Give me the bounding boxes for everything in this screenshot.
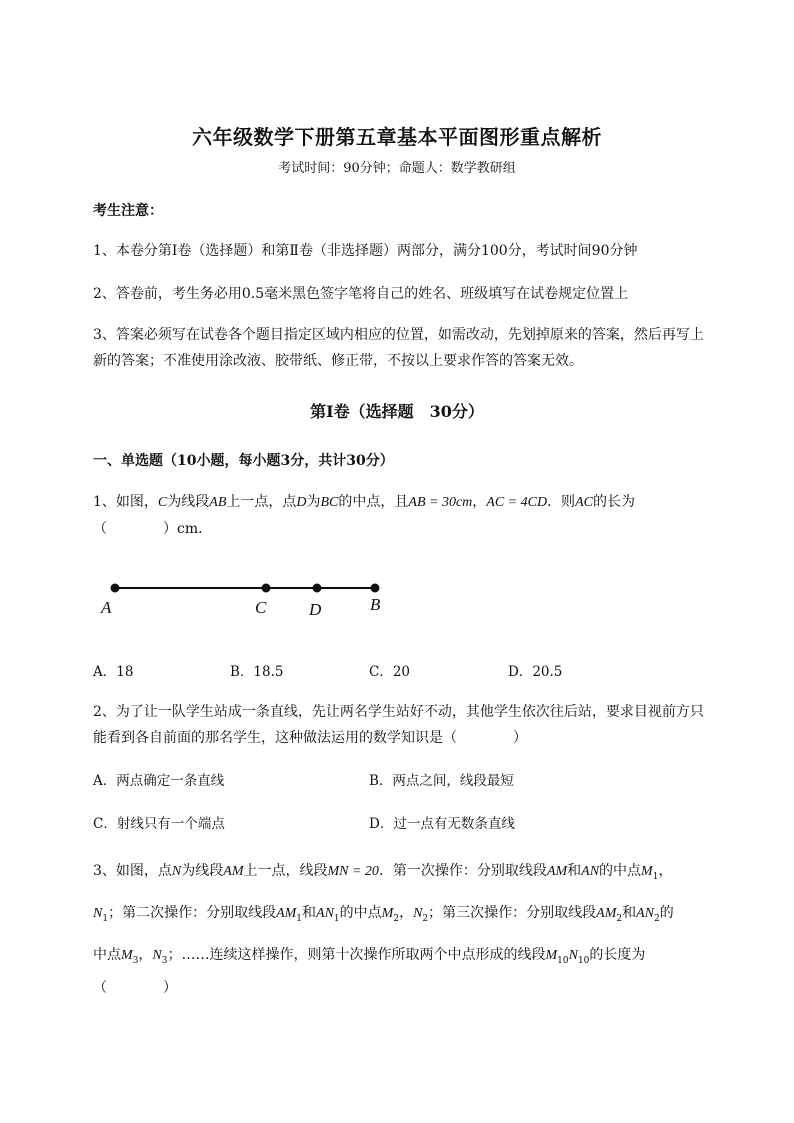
- q3-text: 和: [302, 905, 317, 921]
- question-2-text: 2、为了让一队学生站成一条直线，先让两名学生站好不动，其他学生依次往后站，要求目视前方只能看到各自前面的那名学生，这种做法运用的数学知识是（ ）: [93, 704, 704, 746]
- q3-text: ；第二次操作：分别取线段: [108, 905, 277, 921]
- q3-text: 和: [622, 905, 637, 921]
- q3-text: 上一点，线段: [243, 863, 328, 879]
- q2-option-c[interactable]: C．射线只有一个端点: [93, 816, 225, 832]
- q1-option-c[interactable]: C．20: [369, 664, 411, 680]
- q3-text: 中点: [93, 947, 121, 963]
- math-AC: AC: [575, 495, 593, 510]
- math-M: M: [545, 948, 558, 963]
- q1-text-part: 上一点，点: [226, 494, 297, 510]
- q3-text: 的中点: [339, 905, 382, 921]
- subscript: 3: [161, 955, 168, 966]
- q1-option-a[interactable]: A．18: [93, 664, 134, 680]
- subscript: 2: [393, 913, 400, 924]
- math-AN: AN: [316, 906, 334, 921]
- q3-text: ；……连续这样操作，则第十次操作所取两个中点形成的线段: [167, 947, 546, 963]
- point-c-dot: [262, 584, 271, 593]
- part-heading: 一、单选题（10小题，每小题3分，共计30分）: [93, 453, 394, 469]
- math-AM: AM: [596, 906, 617, 921]
- subscript: 1: [296, 913, 303, 924]
- math-M: M: [121, 948, 133, 963]
- q1-option-b[interactable]: B．18.5: [230, 664, 284, 680]
- q1-text-part: ．则: [547, 494, 576, 510]
- math-AM: AM: [276, 906, 297, 921]
- subscript: 10: [577, 955, 590, 966]
- question-3-line-3: [93, 942, 645, 974]
- math-D: D: [296, 495, 307, 510]
- subscript: 2: [653, 913, 660, 924]
- point-b-label: B: [370, 595, 381, 614]
- notice-heading: 考生注意：: [93, 203, 163, 219]
- q2-option-b[interactable]: B．两点之间，线段最短: [369, 773, 514, 789]
- q2-option-a[interactable]: A．两点确定一条直线: [93, 773, 225, 789]
- section-title: 第Ⅰ卷（选择题 30分）: [310, 402, 484, 421]
- math-M: M: [381, 906, 394, 921]
- math-BC: BC: [320, 495, 339, 510]
- subscript: 1: [333, 913, 340, 924]
- q1-text-part: 的中点，且: [338, 494, 409, 510]
- q3-text: 3、如图，点: [93, 863, 172, 879]
- q3-text: ；第三次操作：分别取线段: [428, 905, 597, 921]
- subscript: 2: [616, 913, 623, 924]
- subscript: 1: [102, 913, 109, 924]
- point-c-label: C: [255, 598, 267, 617]
- math-AM: AM: [546, 864, 568, 879]
- q1-text-part: 1、如图，: [93, 494, 158, 510]
- subscript: 10: [557, 955, 569, 966]
- math-MN: MN = 20: [327, 864, 379, 879]
- page-subtitle: 考试时间：90分钟；命题人：数学教研组: [278, 161, 516, 176]
- question-3-line-4: （ ）: [93, 980, 177, 996]
- q1-option-d[interactable]: D．20.5: [508, 664, 563, 680]
- q3-text: 的: [659, 905, 674, 921]
- q2-option-d[interactable]: D．过一点有无数条直线: [369, 816, 515, 832]
- question-3-line-2: [93, 900, 674, 932]
- point-d-dot: [313, 584, 322, 593]
- math-N: N: [568, 948, 578, 963]
- math-M: M: [641, 864, 653, 879]
- point-b-dot: [371, 584, 380, 593]
- math-AB: AB: [209, 495, 227, 510]
- q1-text-part: 为: [306, 494, 321, 510]
- math-AN: AN: [636, 906, 654, 921]
- subscript: 3: [132, 955, 139, 966]
- math-eq-ab: AB = 30cm: [408, 495, 473, 510]
- math-N: N: [93, 906, 103, 921]
- question-3-line-1: [93, 858, 672, 890]
- point-a-label: A: [101, 598, 112, 617]
- math-N: N: [413, 906, 423, 921]
- math-AN: AN: [581, 864, 600, 879]
- math-N: N: [171, 864, 182, 879]
- page-title: 六年级数学下册第五章基本平面图形重点解析: [192, 125, 602, 149]
- q3-text: 和: [567, 863, 582, 879]
- q1-text-part: 为线段: [167, 494, 210, 510]
- q3-text: 的中点: [599, 863, 642, 879]
- notice-item-3: 3、答案必须写在试卷各个题目指定区域内相应的位置，如需改动，先划掉原来的答案，然后再写上新的答案；不准使用涂改液、胶带纸、修正带，不按以上要求作答的答案无效。: [93, 327, 704, 369]
- q3-text: ，: [138, 947, 153, 963]
- q3-text: 的长度为: [589, 947, 646, 963]
- q3-text: ，: [658, 863, 673, 879]
- math-C: C: [157, 495, 168, 510]
- notice-item-2: 2、答卷前，考生务必用0.5毫米黑色签字笔将自己的姓名、班级填写在试卷规定位置上: [93, 286, 629, 302]
- math-AM: AM: [223, 864, 244, 879]
- q1-text-part: 的长为: [592, 494, 635, 510]
- subscript: 1: [652, 871, 659, 882]
- point-a-dot: [111, 584, 120, 593]
- math-N: N: [152, 948, 162, 963]
- subscript: 2: [422, 913, 429, 924]
- point-d-label: D: [309, 600, 322, 619]
- q1-answer-blank: （ ）cm．: [93, 521, 213, 537]
- math-eq-ac: AC = 4CD: [486, 495, 548, 510]
- q3-text: ，: [399, 905, 414, 921]
- notice-item-1: 1、本卷分第Ⅰ卷（选择题）和第Ⅱ卷（非选择题）两部分，满分100分，考试时间90分钟: [93, 243, 638, 259]
- q1-text-part: ，: [472, 494, 487, 510]
- q3-text: ．第一次操作：分别取线段: [378, 863, 547, 879]
- q3-text: 为线段: [181, 863, 224, 879]
